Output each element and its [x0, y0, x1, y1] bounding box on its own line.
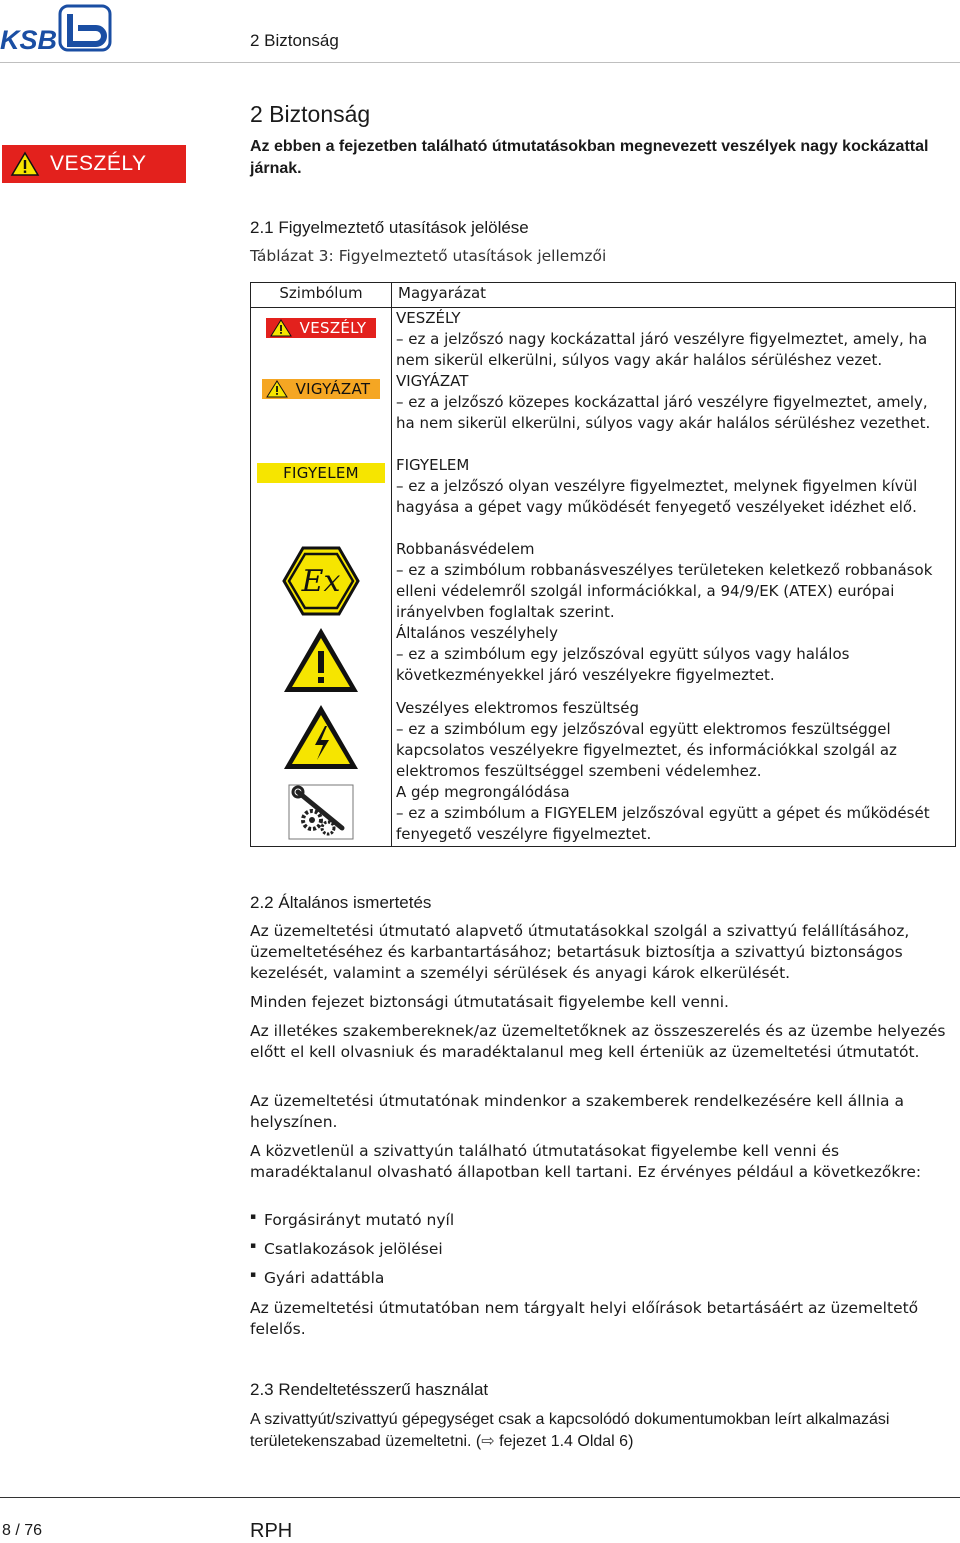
table-row	[251, 539, 956, 623]
chapter-title: 2 Biztonság	[250, 101, 371, 127]
document-code: RPH	[250, 1520, 293, 1542]
paragraph	[250, 1409, 950, 1453]
warning-signal-badge	[262, 379, 381, 399]
table-row	[251, 623, 956, 698]
row-title: Általános veszélyhely	[396, 624, 558, 642]
ksb-logo	[0, 4, 112, 52]
warning-triangle-icon	[270, 319, 292, 337]
paragraph: Az üzemeltetési útmutatónak mindenkor a szakemberek rendelkezésére kell állnia a helyszínen.	[250, 1092, 904, 1131]
footer-divider	[0, 1497, 960, 1498]
signal-text: VIGYÁZAT	[295, 379, 371, 398]
danger-signal-label: VESZÉLY	[50, 152, 147, 175]
row-title: VESZÉLY	[396, 309, 461, 327]
col-header-symbol: Szimbólum	[251, 283, 392, 308]
row-title: Veszélyes elektromos feszültség	[396, 699, 639, 717]
paragraph: A közvetlenül a szivattyún található útmutatásokat figyelembe kell venni és maradéktalanul olvasható állapotban kell tartani. Ez érvényes például a következőkre:	[250, 1142, 922, 1181]
row-text: – ez a jelzőszó nagy kockázattal járó veszélyre figyelmeztet, amely, ha nem sikerül elkerülni, súlyos vagy akár halálos sérüléshez vezet.	[396, 330, 928, 369]
danger-signal-badge	[266, 318, 377, 338]
row-text: – ez a szimbólum egy jelzőszóval együtt súlyos vagy halálos következményekkel járó veszélyekre figyelmeztet.	[396, 645, 850, 684]
paragraph: Az üzemeltetési útmutatóban nem tárgyalt helyi előírások betartásáért az üzemeltető felelős.	[250, 1299, 919, 1338]
signal-text: VESZÉLY	[299, 318, 367, 337]
row-title: A gép megrongálódása	[396, 783, 570, 801]
warning-triangle-icon	[266, 380, 288, 398]
notice-signal-badge: FIGYELEM	[257, 463, 385, 483]
table-caption: Táblázat 3: Figyelmeztető utasítások jellemzői	[250, 247, 607, 265]
electrical-hazard-icon	[281, 702, 361, 772]
ex-icon	[281, 545, 361, 617]
paragraph: Minden fejezet biztonsági útmutatásait figyelembe kell venni.	[250, 993, 729, 1011]
warning-table	[250, 282, 956, 847]
header-divider	[0, 62, 960, 63]
logo-text: KSB	[0, 25, 58, 52]
row-text: – ez a szimbólum robbanásveszélyes területeken keletkező robbanások elleni védelemről szolgál információkkal, a 94/9/EK (ATEX) európai irányelvben foglaltak szerint.	[396, 561, 933, 621]
col-header-meaning: Magyarázat	[392, 283, 956, 308]
chapter-intro: Az ebben a fejezetben található útmutatásokban megnevezett veszélyek nagy kockázattal járnak.	[250, 138, 929, 177]
section-2-3-heading: 2.3 Rendeltetésszerű használat	[250, 1380, 489, 1399]
paragraph-text: )	[628, 1433, 634, 1450]
paragraph: Az üzemeltetési útmutató alapvető útmutatásokkal szolgál a szivattyú felállításához, üzemeltetéséhez és karbantartásához; betartásuk biztosítja a szivattyú biztonságos kezelését, valamint a személyi sérülések és anyagi károk elkerülését.	[250, 922, 910, 982]
row-text: – ez a szimbólum a FIGYELEM jelzőszóval együtt a gépet és működését fenyegető veszélyre figyelmeztet.	[396, 804, 930, 843]
paragraph: Az illetékes szakembereknek/az üzemeltetőknek az összeszerelés és az üzembe helyezés előtt el kell olvasniuk és maradéktalanul meg kell érteniük az üzemeltetési útmutatót.	[250, 1022, 946, 1061]
list-item: ▪ Csatlakozások jelölései	[264, 1240, 443, 1258]
machine-damage-icon	[288, 784, 354, 840]
table-row	[251, 308, 956, 372]
danger-signal-box	[2, 145, 186, 183]
page-number: 8 / 76	[2, 1522, 43, 1539]
ex-text: Ex	[301, 564, 341, 599]
header-section-title: 2 Biztonság	[250, 31, 339, 50]
list-item: ▪ Gyári adattábla	[264, 1269, 384, 1287]
row-title: FIGYELEM	[396, 456, 470, 474]
general-hazard-icon	[281, 625, 361, 695]
reference-arrow-icon: ⇨	[481, 1433, 495, 1450]
row-title: VIGYÁZAT	[396, 372, 469, 390]
paragraph-text: A szivattyút/szivattyú gépegységet csak a kapcsolódó dokumentumokban leírt alkalmazási területekenszabad üzemeltetni. (	[250, 1411, 890, 1450]
chapter-reference-link[interactable]: fejezet 1.4 Oldal 6	[499, 1433, 629, 1450]
section-2-2-heading: 2.2 Általános ismertetés	[250, 893, 432, 912]
row-title: Robbanásvédelem	[396, 540, 535, 558]
warning-triangle-icon	[10, 151, 40, 177]
row-text: – ez a szimbólum egy jelzőszóval együtt elektromos feszültséggel kapcsolatos veszélyekre figyelmeztet, és információkkal szolgál az elektromos feszültséggel szembeni védelemhez.	[396, 720, 897, 780]
row-text: – ez a jelzőszó közepes kockázattal járó veszélyre figyelmeztet, amely, ha nem sikerül elkerülni, súlyos vagy akár halálos sérüléshez vezethet.	[396, 393, 931, 432]
list-item: ▪ Forgásirányt mutató nyíl	[264, 1211, 454, 1229]
table-row	[251, 782, 956, 847]
table-row	[251, 371, 956, 455]
table-row	[251, 698, 956, 782]
table-row	[251, 455, 956, 539]
section-2-1-heading: 2.1 Figyelmeztető utasítások jelölése	[250, 218, 529, 237]
row-text: – ez a jelzőszó olyan veszélyre figyelmeztet, melynek figyelmen kívül hagyása a gépet vagy működését fenyegető veszélyeket idézhet elő.	[396, 477, 918, 516]
